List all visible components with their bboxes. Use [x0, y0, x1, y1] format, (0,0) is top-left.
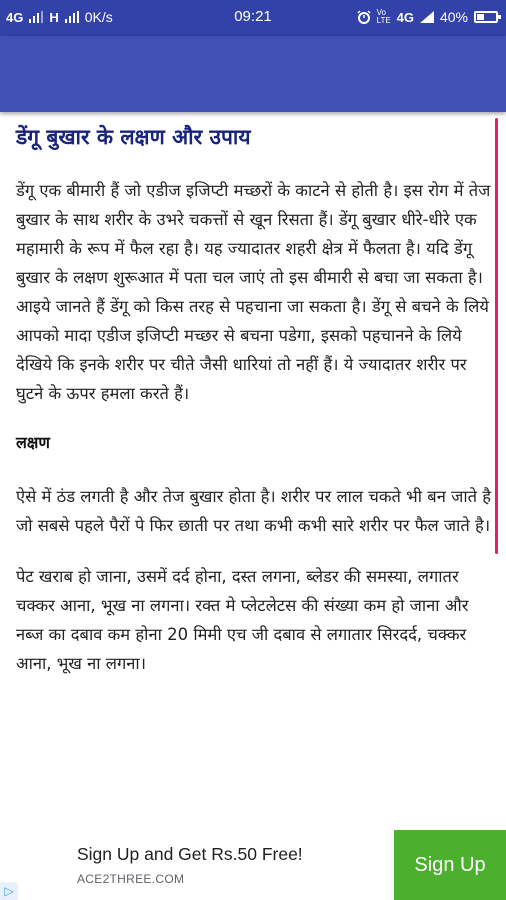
article-intro: डेंगू एक बीमारी हैं जो एडीज इजिप्टी मच्छरों के काटने से होती है। इस रोग में तेज बुखार के साथ शरीर के उभरे चकत्तों से खून रिसता हैं। डेंगू बुखार धीरे-धीरे एक महामारी के रूप में फैल रहा है। यह ज्यादातर शहरी क्षेत्र में फैलता है। यदि डेंगू बुखार के लक्षण शुरूआत में पता चल जाएं तो इस बीमारी से बचा जा सकता है। आइये जानते हैं डेंगू को किस तरह से पहचाना जा सकता है। डेंगू से बचने के लिये आपको मादा एडीज इजिप्टी मच्छर से बचना पडेगा, इसको पहचानने के लिये देखिये कि इनके शरीर पर चीते जैसी धारियां तो नहीं हैं। ये ज्यादातर शरीर पर घुटने के ऊपर हमला करते हैं। — [16, 181, 491, 403]
battery-percent: 40% — [439, 9, 468, 25]
ad-signup-button[interactable]: Sign Up — [394, 830, 506, 900]
network-type-1: 4G — [6, 9, 24, 25]
symptoms-paragraph-2: पेट खराब हो जाना, उसमें दर्द होना, दस्त लगना, ब्लेडर की समस्या, लगातर चक्कर आना, भूख ना लगना। रक्त मे प्लेटलेटस की संख्या कम हो जाना और नब्ज का दबाव कम होना 20 मिमी एच जी दबाव से लगातार सिरदर्द, चक्कर आना, भूख ना लगना। — [16, 567, 469, 673]
ad-domain: ACE2THREE.COM — [77, 872, 185, 886]
clock: 09:21 — [234, 8, 272, 25]
ad-headline[interactable]: Sign Up and Get Rs.50 Free! — [77, 844, 303, 864]
article-title: डेंगू बुखार के लक्षण और उपाय — [16, 125, 251, 149]
status-right — [357, 9, 498, 25]
symptoms-paragraph-1: ऐसे में ठंड लगती है और तेज बुखार होता है। शरीर पर लाल चकते भी बन जाते है जो सबसे पहले पैरों पे फिर छाती पर तथा कभी कभी सारे शरीर पर फैल जाते है। — [16, 487, 492, 535]
data-speed: 0K/s — [84, 9, 113, 25]
ad-choices-icon[interactable]: ▷ — [0, 882, 18, 900]
ad-banner[interactable] — [0, 830, 506, 900]
alarm-icon — [357, 10, 371, 24]
symptoms-heading: लक्षण — [16, 433, 50, 452]
article-content[interactable] — [0, 112, 506, 830]
status-bar — [0, 0, 506, 36]
network-type-3: 4G — [396, 9, 414, 25]
battery-icon — [474, 11, 498, 23]
signal-icon-3 — [420, 11, 434, 23]
network-type-2: H — [49, 9, 59, 25]
scrollbar[interactable] — [495, 118, 498, 554]
app-bar — [0, 36, 506, 112]
volte-label: Vo LTE — [376, 8, 391, 25]
